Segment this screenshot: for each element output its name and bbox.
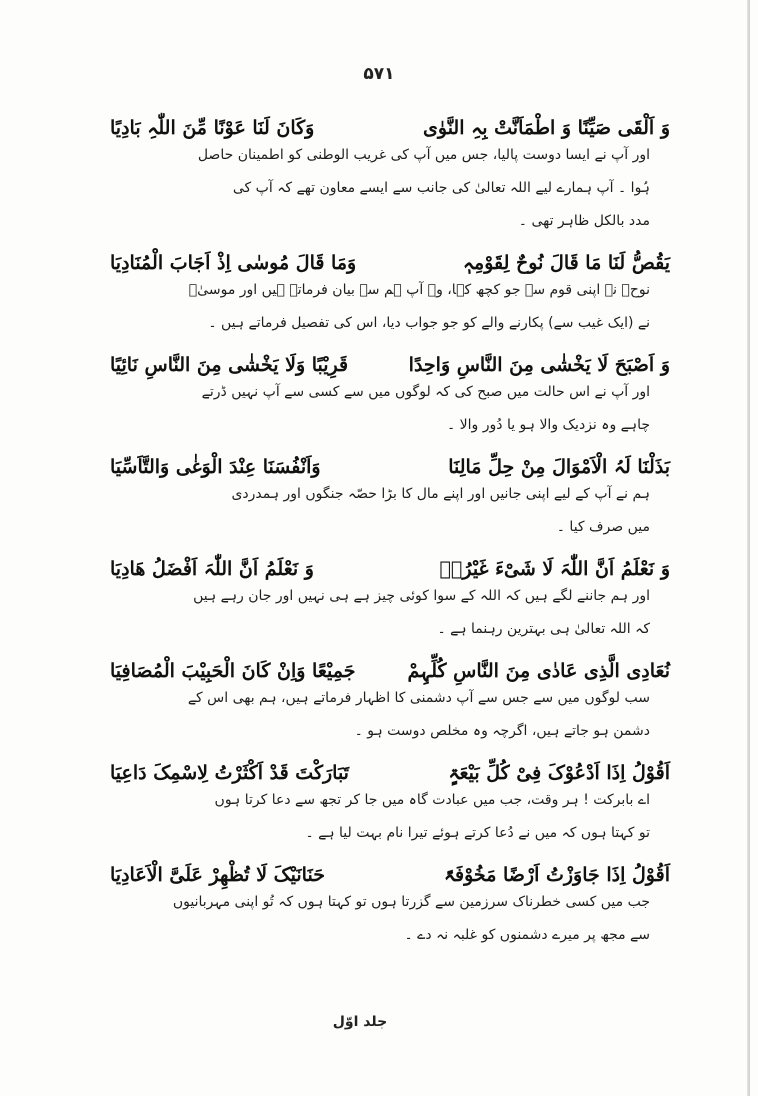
translation-line: نے (ایک غیب سے) پکارنے والے کو جو جواب دیا، اس کی تفصیل فرماتے ہیں ۔: [208, 315, 650, 331]
verse-group-6: [110, 648, 670, 748]
verse-group-1: [110, 105, 670, 238]
verse-line: [110, 546, 670, 580]
verse-group-3: [110, 342, 670, 442]
translation-line: کہ اللہ تعالیٰ ہی بہترین رہنما ہے ۔: [437, 621, 650, 637]
translation-line: سے مجھ پر میرے دشمنوں کو غلبہ نہ دے ۔: [404, 927, 650, 943]
translation-line: اور آپ نے ایسا دوست پالیا، جس میں آپ کی غریب الوطنی کو اطمینان حاصل: [197, 147, 650, 163]
verse-line: [110, 240, 670, 274]
translation-line: اور ہم جاننے لگے ہیں کہ اللہ کے سوا کوئی چیز ہے ہی نہیں اور جان رہے ہیں: [193, 588, 650, 604]
translation-line: میں صرف کیا ۔: [556, 519, 650, 535]
hemistich-left: وَاَنْفُسَنَا عِنْدَ الْوَغٰی وَالتَّاَسِّیَا: [110, 456, 321, 478]
verse-line: [110, 105, 670, 139]
verse-line: [110, 750, 670, 784]
page-edge: [747, 0, 750, 1096]
hemistich-left: وَ نَعْلَمُ اَنَّ اللّٰہَ اَفْضَلُ ھَادِیَا: [110, 558, 314, 580]
translation-line: اے بابرکت ! ہر وقت، جب میں عبادت گاہ میں جا کر تجھ سے دعا کرتا ہوں: [214, 792, 650, 808]
verse-line: [110, 342, 670, 376]
hemistich-right: نُعَادِی الَّذِی عَادٰی مِنَ النَّاسِ کُلِّہِمْ: [407, 660, 670, 682]
hemistich-left: حَنَانَیْکَ لَا تُظْھِرْ عَلَیَّ الْاَعَادِیَا: [110, 864, 325, 886]
translation-line: سب لوگوں میں سے جس سے آپ دشمنی کا اظہار فرماتے ہیں، ہم بھی اس کے: [187, 690, 650, 706]
poem-content: [110, 105, 670, 954]
hemistich-right: وَ اَلْقَی صَیِّنًا وَ اطْمَاَنَّتْ بِہِ النَّوٰی: [423, 117, 670, 139]
hemistich-right: وَ نَعْلَمُ اَنَّ اللّٰہَ لَا شَیْءَ غَیْرُہٗ: [439, 558, 670, 580]
verse-group-4: [110, 444, 670, 544]
hemistich-right: بَذَلْنَا لَہُ الْاَمْوَالَ مِنْ حِلِّ مَالِنَا: [448, 456, 670, 478]
hemistich-left: قَرِیْبًا وَلَا یَخْشٰی مِنَ النَّاسِ نَائِیًا: [110, 354, 349, 376]
translation-line: دشمن ہو جاتے ہیں، اگرچہ وہ مخلص دوست ہو ۔: [354, 723, 650, 739]
translation-line: چاہے وہ نزدیک والا ہو یا دُور والا ۔: [447, 417, 650, 433]
hemistich-right: یَقُصُّ لَنَا مَا قَالَ نُوحٌ لِقَوْمِہٖ: [462, 252, 670, 274]
verse-line: [110, 852, 670, 886]
verse-line: [110, 444, 670, 478]
hemistich-right: اَقُوْلُ اِذَا اَدْعُوْکَ فِیْ کُلِّ بَیْعَۃٍ: [448, 762, 670, 784]
translation-line: نوحؑ نے اپنی قوم سے جو کچھ کہا، وہ آپ ہم سے بیان فرماتے ہیں اور موسیٰؑ: [188, 282, 650, 298]
verse-group-8: [110, 852, 670, 952]
translation-line: اور آپ نے اس حالت میں صبح کی کہ لوگوں میں سے کسی سے آپ نہیں ڈرتے: [201, 384, 650, 400]
hemistich-right: وَ اَصْبَحَ لَا یَخْشٰی مِنَ النَّاسِ وَاحِدًا: [408, 354, 670, 376]
verse-group-5: [110, 546, 670, 646]
volume-label: جلد اوّل: [332, 1014, 388, 1030]
hemistich-left: جَمِیْعًا وَاِنْ کَانَ الْحَبِیْبَ الْمُصَافِیَا: [110, 660, 356, 682]
verse-group-2: [110, 240, 670, 340]
translation-line: ہُوا ۔ آپ ہمارے لیے اللہ تعالیٰ کی جانب سے ایسے معاون تھے کہ آپ کی: [232, 180, 650, 196]
hemistich-right: اَقُوْلُ اِذَا جَاوَزْتُ اَرْضًا مَخُوْفَۃً: [443, 864, 670, 886]
page-number: ۵۷۱: [363, 64, 395, 84]
translation-line: تو کہتا ہوں کہ میں نے دُعا کرتے ہوئے تیرا نام بہت لیا ہے ۔: [305, 825, 650, 841]
hemistich-left: تَبَارَکْتَ قَدْ اَکْثَرْتُ لِاسْمِکَ دَاعِیَا: [110, 762, 349, 784]
translation-line: مدد بالکل ظاہر تھی ۔: [518, 213, 650, 229]
translation-line: ہم نے آپ کے لیے اپنی جانیں اور اپنے مال کا بڑا حصّہ جنگوں اور ہمدردی: [231, 486, 650, 502]
hemistich-left: وَکَانَ لَنَا عَوْنًا مِّنَ اللّٰہِ بَادِیًا: [110, 117, 315, 139]
verse-group-7: [110, 750, 670, 850]
hemistich-left: وَمَا قَالَ مُوسٰی اِذْ اَجَابَ الْمُنَادِیَا: [110, 252, 357, 274]
verse-line: [110, 648, 670, 682]
translation-line: جب میں کسی خطرناک سرزمین سے گزرتا ہوں تو کہتا ہوں کہ تُو اپنی مہربانیوں: [172, 894, 650, 910]
